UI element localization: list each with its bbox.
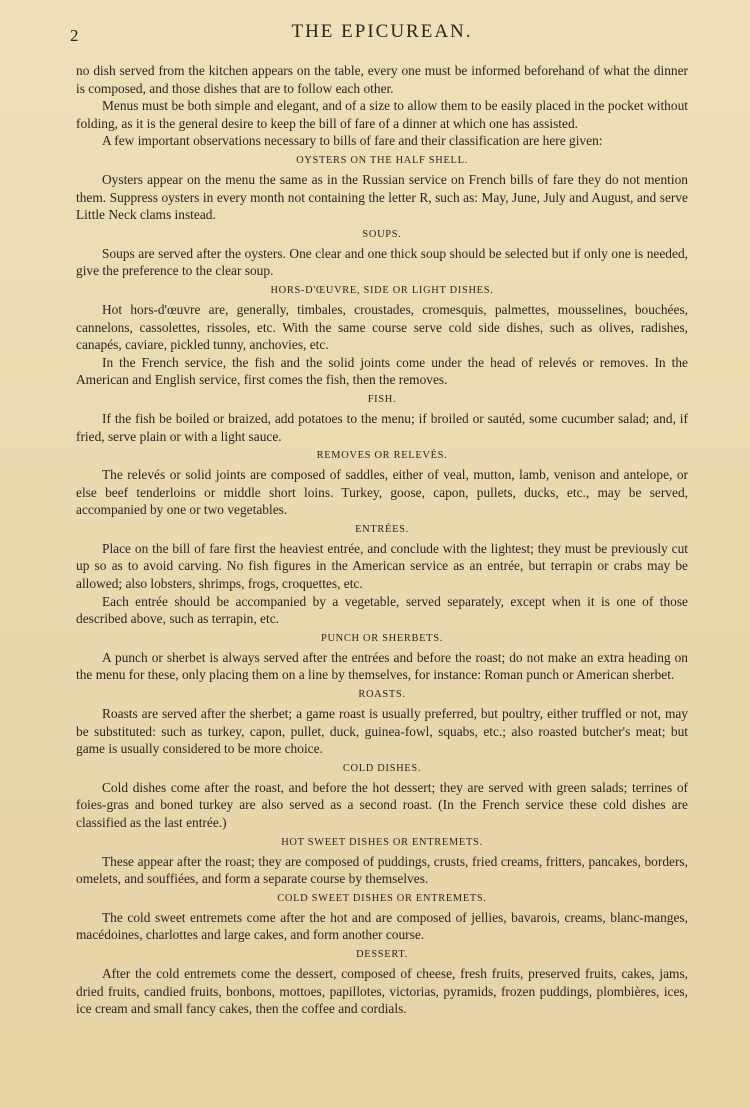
section-heading-oysters: OYSTERS ON THE HALF SHELL. (296, 154, 468, 166)
section-heading-hors-doeuvre: HORS-D'ŒUVRE, SIDE OR LIGHT DISHES. (270, 284, 494, 296)
section-heading-dessert: DESSERT. (356, 948, 408, 960)
page-header (70, 18, 688, 62)
section-heading-punch: PUNCH OR SHERBETS. (320, 632, 443, 644)
section-paragraph: Cold dishes come after the roast, and before the hot dessert; they are served with green salads; terrines of foies-gras and boned turkey are also served as a second roast. (In the French service these cold dishes are classified as the last entrée.) (76, 779, 688, 830)
section-paragraph: A punch or sherbet is always served after the entrées and before the roast; do not make an extra heading on the menu for these, only placing them on a line by themselves, for instance: Roman punch or American sherbet. (76, 649, 688, 683)
section-heading-soups: SOUPS. (362, 228, 402, 240)
running-title: THE EPICUREAN. (291, 21, 473, 42)
section-paragraph: The relevés or solid joints are composed of saddles, either of veal, mutton, lamb, venison and antelope, or else beef tenderloins or middle short loins. Turkey, goose, capon, pullets, ducks, etc., may be served, accompanied by one or two vegetables. (76, 467, 688, 518)
section-paragraph: Soups are served after the oysters. One clear and one thick soup should be selected but if only one is needed, give the preference to the clear soup. (76, 245, 688, 279)
section-heading-roasts: ROASTS. (358, 689, 406, 701)
section-heading-cold-sweet-dishes: COLD SWEET DISHES OR ENTREMETS. (277, 892, 487, 904)
section-paragraph: If the fish be boiled or braized, add potatoes to the menu; if broiled or sautéd, some cucumber salad; and, if fried, serve plain or with a light sauce. (76, 410, 688, 444)
page-number: 2 (70, 26, 79, 45)
section-paragraph: Oysters appear on the menu the same as in the Russian service on French bills of fare they do not mention them. Suppress oysters in every month not containing the letter R, such as: May, June, July and August, and serve Little Neck clams instead. (76, 171, 688, 223)
section-paragraph: In the French service, the fish and the solid joints come under the head of relevés or removes. In the American and English service, first comes the fish, then the removes. (76, 354, 688, 388)
section-paragraph: These appear after the roast; they are composed of puddings, crusts, fried creams, fritters, pancakes, borders, omelets, and souffiées, and form a separate course by themselves. (76, 853, 688, 887)
section-paragraph: Hot hors-d'œuvre are, generally, timbales, croustades, cromesquis, palmettes, mousselines, bouchées, cannelons, cassolettes, rissoles, etc. With the same course serve cold side dishes, such as olives, radishes, canapés, caviare, pickled tunny, anchovies, etc. (76, 301, 688, 353)
intro-paragraph: no dish served from the kitchen appears on the table, every one must be informed beforehand of what the dinner is composed, and those dishes that are to follow each other. (76, 63, 688, 96)
section-paragraph: Each entrée should be accompanied by a vegetable, served separately, except when it is one of those described above, such as terrapin, etc. (76, 593, 688, 627)
section-heading-removes: REMOVES OR RELEVÉS. (316, 450, 448, 462)
section-heading-entrees: ENTRÉES. (355, 523, 409, 535)
section-heading-cold-dishes: COLD DISHES. (342, 762, 422, 774)
section-heading-hot-sweet-dishes: HOT SWEET DISHES OR ENTREMETS. (281, 836, 483, 848)
intro-paragraph: A few important observations necessary to bills of fare and their classification are here given: (102, 133, 603, 149)
section-paragraph: After the cold entremets come the dessert, composed of cheese, fresh fruits, preserved fruits, cakes, jams, dried fruits, candied fruits, bonbons, mottoes, papillotes, victorias, pyramids, frozen puddings, plombières, ices, ice cream and small fancy cakes, then the coffee and cordials. (76, 965, 688, 1017)
section-paragraph: Place on the bill of fare first the heaviest entrée, and conclude with the lightest; they must be previously cut up so as to avoid carving. No fish figures in the American service as an entrée, but terrapin or crabs may be allowed; also lobsters, shrimps, frogs, croquettes, etc. (76, 540, 688, 592)
section-paragraph: The cold sweet entremets come after the hot and are composed of jellies, bavarois, creams, blanc-manges, macédoines, charlottes and large cakes, and form another course. (76, 909, 688, 943)
section-heading-fish: FISH. (367, 393, 397, 405)
intro-paragraph: Menus must be both simple and elegant, and of a size to allow them to be easily placed in the pocket without folding, as it is the general desire to keep the bill of fare of a dinner at which one has assisted. (76, 98, 688, 131)
section-paragraph: Roasts are served after the sherbet; a game roast is usually preferred, but poultry, either truffled or not, may be substituted: such as turkey, capon, pullet, duck, guinea-fowl, squabs, etc.; also roasted butcher's meat; but game is usually considered to be more choice. (76, 706, 688, 757)
page-body (76, 62, 688, 1018)
